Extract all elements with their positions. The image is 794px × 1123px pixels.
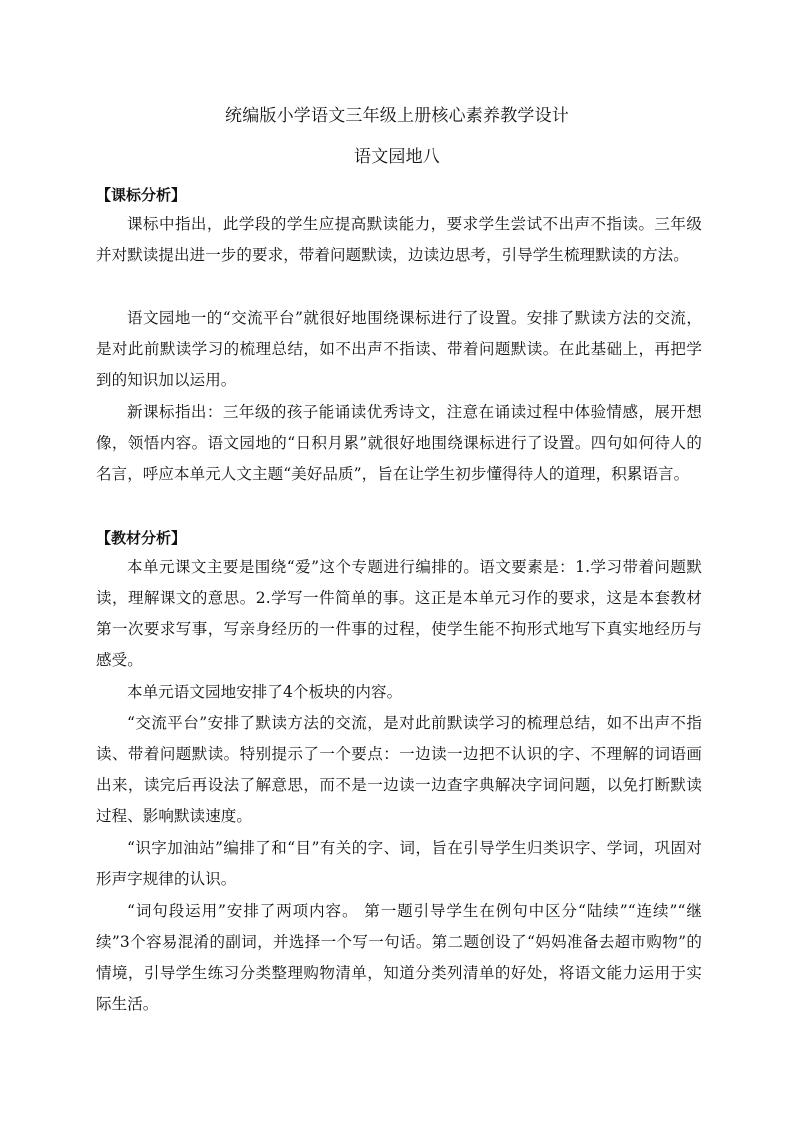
section-heading-textbook-analysis: 【教材分析】 [96,529,187,547]
paragraph: 本单元课文主要是围绕“爱”这个专题进行编排的。语文要素是：1.学习带着问题默读，理解课文的意思。2.学写一件简单的事。这正是本单元习作的要求，这是本套教材第一次要求写事，写亲身经历的一件事的过程，使学生能不拘形式地写下真实地经历与感受。 [96,558,702,669]
paragraph: “交流平台”安排了默读方法的交流，是对此前默读学习的梳理总结，如不出声不指读、带着问题默读。特别提示了一个要点：一边读一边把不认识的字、不理解的词语画出来，读完后再设法了解意思，而不是一边读一边查字典解决字词问题，以免打断默读过程、影响默读速度。 [96,714,702,825]
paragraph: 课标中指出，此学段的学生应提高默读能力，要求学生尝试不出声不指读。三年级并对默读提出进一步的要求，带着问题默读，边读边思考，引导学生梳理默读的方法。 [96,215,702,264]
document-title: 统编版小学语文三年级上册核心素养教学设计 [225,106,569,126]
paragraph: “词句段运用”安排了两项内容。 第一题引导学生在例句中区分“陆续”“连续”“继续”3个容易混淆的副词，并选择一个写一句话。第二题创设了“妈妈准备去超市购物”的情境，引导学生练习分类整理购物清单，知道分类列清单的好处，将语文能力运用于实际生活。 [96,902,702,1013]
paragraph: “识字加油站”编排了和“目”有关的字、词，旨在引导学生归类识字、学词，巩固对形声字规律的认识。 [96,839,702,888]
document-subtitle: 语文园地八 [354,147,440,167]
paragraph: 语文园地一的“交流平台”就很好地围绕课标进行了设置。安排了默读方法的交流，是对此前默读学习的梳理总结，如不出声不指读、带着问题默读。在此基础上，再把学到的知识加以运用。 [96,309,702,389]
paragraph: 新课标指出：三年级的孩子能诵读优秀诗文，注意在诵读过程中体验情感，展开想像，领悟内容。语文园地的“日积月累”就很好地围绕课标进行了设置。四句如何待人的名言，呼应本单元人文主题“美好品质”，旨在让学生初步懂得待人的道理，积累语言。 [96,403,702,483]
paragraph: 本单元语文园地安排了4个板块的内容。 [127,683,403,701]
section-heading-curriculum-analysis: 【课标分析】 [96,186,187,204]
